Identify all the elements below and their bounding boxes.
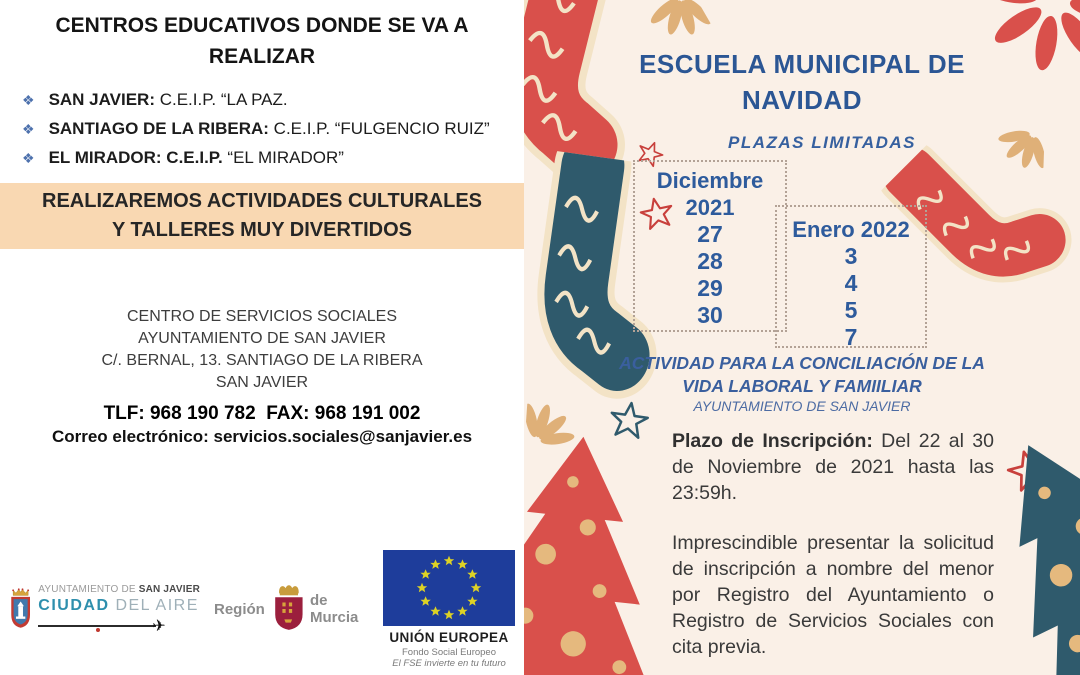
flyer-subtitle: PLAZAS LIMITADAS (727, 133, 916, 152)
activity-line-1: ACTIVIDAD PARA LA CONCILIACIÓN DE LA (619, 353, 985, 373)
san-javier-text: SAN JAVIER (138, 584, 200, 595)
center-label: EL MIRADOR: C.E.I.P. (48, 148, 223, 167)
december-day: 28 (697, 248, 723, 274)
plane-icon: ✈ (152, 618, 166, 635)
activity-heading (542, 352, 1062, 398)
december-day: 27 (697, 221, 723, 247)
ciudad-del-aire-line (38, 597, 200, 615)
diamond-bullet-icon: ❖ (22, 92, 35, 108)
january-day: 5 (844, 297, 858, 323)
address-line: AYUNTAMIENTO DE SAN JAVIER (138, 330, 386, 347)
enrollment-label: Plazo de Inscripción: (672, 430, 873, 452)
region-de-murcia-logo (214, 576, 366, 642)
january-day: 4 (844, 270, 858, 296)
december-day: 29 (697, 275, 723, 301)
eu-slogan-text: El FSE invierte en tu futuro (392, 657, 506, 669)
san-javier-logo (8, 563, 200, 655)
december-year: 2021 (685, 195, 735, 220)
activities-banner-text: REALIZAREMOS ACTIVIDADES CULTURALES Y TALLERES MUY DIVERTIDOS (42, 190, 482, 241)
address-block (0, 306, 524, 394)
january-day: 7 (844, 324, 858, 350)
center-label: SANTIAGO DE LA RIBERA: (48, 119, 269, 138)
left-page-title: CENTROS EDUCATIVOS DONDE SE VA A REALIZAR (55, 14, 469, 68)
eu-flag-icon (383, 550, 515, 626)
december-day: 30 (697, 302, 723, 328)
san-javier-shield-icon (8, 563, 33, 655)
san-javier-logo-text (38, 584, 200, 634)
list-item (22, 119, 490, 139)
email-line: Correo electrónico: servicios.sociales@sanjavier.es (51, 427, 473, 446)
ciudad-text: CIUDAD (38, 597, 110, 614)
enrollment-text: Del 22 al 30 de Noviembre de 2021 hasta las 23:59h. (672, 430, 994, 504)
info-paragraphs (672, 428, 994, 660)
murcia-shield-icon (270, 576, 305, 642)
left-page (0, 0, 524, 675)
flyer-title: ESCUELA MUNICIPAL DE NAVIDAD (639, 49, 965, 115)
center-label: SAN JAVIER: (48, 90, 155, 109)
activity-subheading: AYUNTAMIENTO DE SAN JAVIER (693, 398, 911, 414)
del-aire-text: DEL AIRE (109, 597, 199, 614)
eu-fund-text: Fondo Social Europeo (401, 646, 496, 658)
ayuntamiento-line (38, 584, 200, 595)
january-dates-box (775, 205, 927, 348)
diamond-bullet-icon: ❖ (22, 121, 35, 137)
red-dot (96, 628, 100, 632)
enrollment-paragraph (672, 428, 994, 506)
ayuntamiento-de-text: AYUNTAMIENTO DE (38, 584, 139, 595)
footer-logos (8, 548, 516, 670)
de-murcia-text: de Murcia (310, 592, 359, 626)
activities-banner (0, 183, 524, 249)
center-value: C.E.I.P. “FULGENCIO RUIZ” (268, 119, 490, 138)
centers-list (22, 90, 490, 177)
january-month: Enero 2022 (792, 217, 910, 242)
list-item (22, 90, 490, 110)
horizontal-rule (38, 625, 156, 627)
union-europea-logo (382, 550, 516, 669)
center-value: “EL MIRADOR” (222, 148, 344, 167)
right-page (524, 0, 1080, 675)
december-month: Diciembre (656, 168, 764, 193)
january-day: 3 (844, 243, 858, 269)
diamond-bullet-icon: ❖ (22, 150, 35, 166)
december-dates-box (633, 160, 787, 332)
address-line: C/. BERNAL, 13. SANTIAGO DE LA RIBERA (101, 352, 423, 369)
address-line: CENTRO DE SERVICIOS SOCIALES (127, 308, 397, 325)
center-value: C.E.I.P. “LA PAZ. (155, 90, 288, 109)
region-text: Región (214, 600, 265, 618)
activity-line-2: VIDA LABORAL Y FAMIILIAR (682, 376, 922, 396)
list-item (22, 148, 490, 168)
eu-name-text: UNIÓN EUROPEA (389, 629, 509, 645)
phone-fax-line: TLF: 968 190 782 FAX: 968 191 002 (103, 403, 421, 424)
address-line: SAN JAVIER (215, 374, 309, 391)
requirement-paragraph: Imprescindible presentar la solicitud de inscripción a nombre del menor por Registro del Ayuntamiento o Registro de Servicios Sociales con cita previa. (672, 532, 994, 658)
plane-rule (38, 618, 200, 634)
